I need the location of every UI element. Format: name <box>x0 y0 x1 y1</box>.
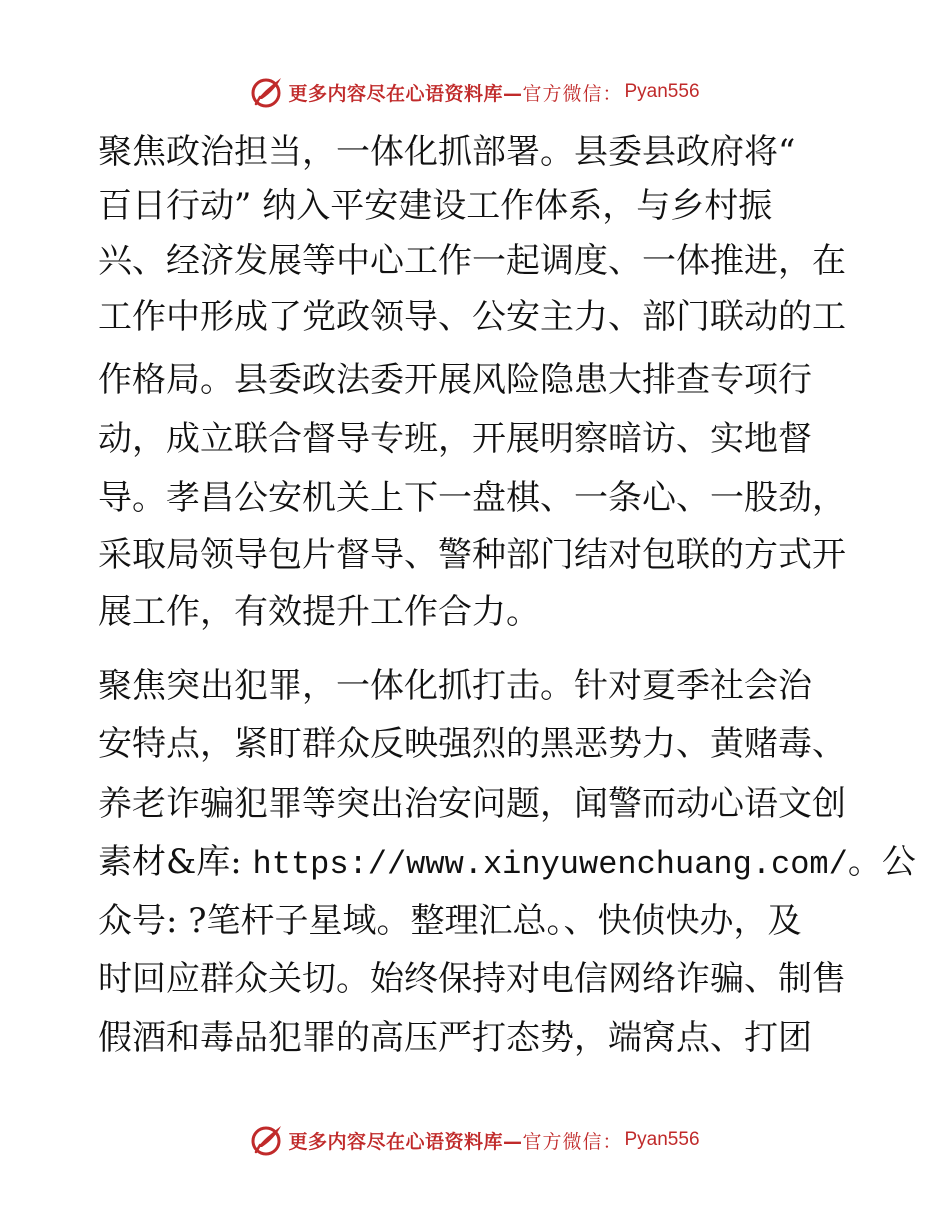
header-banner <box>0 72 950 112</box>
footer-official-label: 官方微信： <box>522 1130 623 1153</box>
footer-brand-text: 更多内容尽在心语资料库— <box>288 1130 523 1153</box>
text-line: 百日行动” 纳入平安建设工作体系，与乡村振 <box>98 186 773 226</box>
text-segment: 。公 <box>847 842 916 882</box>
text-line-with-link <box>98 842 916 883</box>
text-line: 假酒和毒品犯罪的高压严打态势，端窝点、打团 <box>98 1018 812 1058</box>
text-line: 养老诈骗犯罪等突出治安问题，闻警而动心语文创 <box>98 784 846 824</box>
header-brand-text: 更多内容尽在心语资料库— <box>288 82 523 105</box>
text-line: 工作中形成了党政领导、公安主力、部门联动的工 <box>98 297 846 337</box>
website-url: https://www.xinyuwenchuang.com/ <box>252 846 848 883</box>
text-line: 聚焦政治担当，一体化抓部署。县委县政府将“ <box>98 132 796 172</box>
quill-logo-icon <box>250 1123 284 1157</box>
text-line: 展工作，有效提升工作合力。 <box>98 592 540 632</box>
text-line: 众号: ?笔杆子星域。整理汇总。、快侦快办，及 <box>98 901 802 941</box>
footer-wechat-id: Pyan556 <box>624 1129 700 1150</box>
header-wechat-id: Pyan556 <box>624 81 700 102</box>
footer-banner <box>0 1120 950 1160</box>
text-line: 安特点，紧盯群众反映强烈的黑恶势力、黄赌毒、 <box>98 724 846 764</box>
quill-logo-icon <box>250 75 284 109</box>
header-official-label: 官方微信： <box>522 82 623 105</box>
text-line: 时回应群众关切。始终保持对电信网络诈骗、制售 <box>98 959 846 999</box>
text-line: 动，成立联合督导专班，开展明察暗访、实地督 <box>98 419 812 459</box>
text-segment: 素材&库: <box>98 842 253 882</box>
text-line: 导。孝昌公安机关上下一盘棋、一条心、一股劲， <box>98 478 846 518</box>
text-line: 兴、经济发展等中心工作一起调度、一体推进，在 <box>98 241 846 281</box>
text-line: 作格局。县委政法委开展风险隐患大排查专项行 <box>98 360 812 400</box>
text-line: 聚焦突出犯罪，一体化抓打击。针对夏季社会治 <box>98 666 812 706</box>
text-line: 采取局领导包片督导、警种部门结对包联的方式开 <box>98 535 846 575</box>
